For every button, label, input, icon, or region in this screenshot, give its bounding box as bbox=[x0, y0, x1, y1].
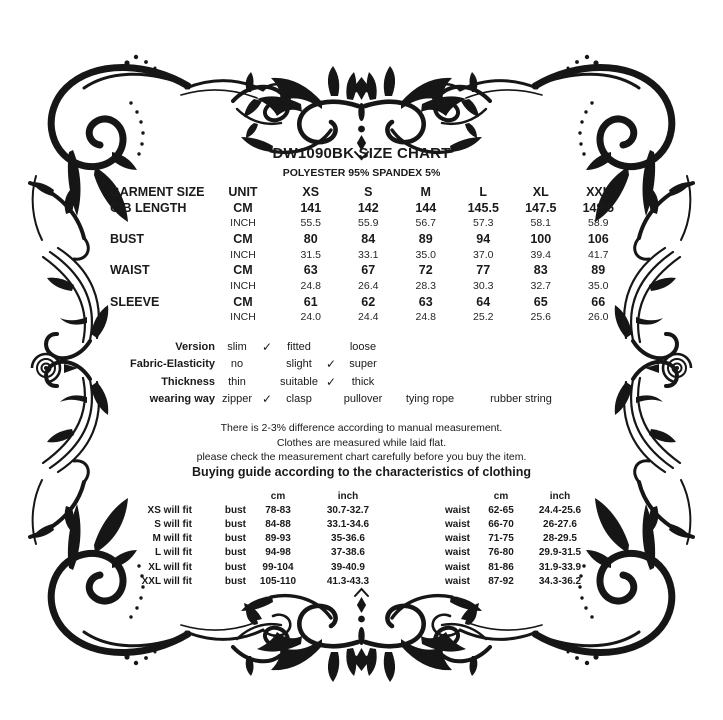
attr-option: slight bbox=[286, 358, 312, 371]
guide-cell: 26-27.6 bbox=[543, 518, 577, 530]
cell: 72 bbox=[418, 263, 433, 278]
guide-cell: 87-92 bbox=[488, 575, 514, 587]
row-label: BUST bbox=[110, 231, 145, 246]
fabric-composition: POLYESTER 95% SPANDEX 5% bbox=[282, 167, 441, 179]
unit-cell: INCH bbox=[230, 279, 256, 292]
cell: 55.9 bbox=[358, 217, 379, 230]
guide-cell: 37-38.6 bbox=[331, 547, 365, 559]
guide-cell: 24.4-25.6 bbox=[538, 504, 582, 516]
guide-bust-label: bust bbox=[224, 547, 246, 559]
attr-option: thick bbox=[351, 375, 375, 388]
guide-cell: 35-36.6 bbox=[331, 533, 365, 545]
cell: 63 bbox=[303, 263, 318, 278]
attributes-table bbox=[0, 338, 569, 408]
column-header-size: XS bbox=[302, 184, 320, 199]
column-header-size: M bbox=[420, 184, 431, 199]
cell: 35.0 bbox=[415, 248, 436, 261]
guide-header-cm: cm bbox=[270, 490, 286, 502]
cell: 24.4 bbox=[358, 311, 379, 324]
cell: 63 bbox=[418, 294, 433, 309]
attr-label: wearing way bbox=[149, 393, 215, 406]
cell: 24.8 bbox=[300, 279, 321, 292]
attr-label: Version bbox=[175, 340, 215, 353]
guide-cell: 41.3-43.3 bbox=[326, 575, 370, 587]
cell: 26.0 bbox=[588, 311, 609, 324]
column-header-unit: UNIT bbox=[228, 184, 258, 199]
cell: 55.5 bbox=[300, 217, 321, 230]
row-label: SLEEVE bbox=[110, 294, 160, 309]
column-header-size: XXL bbox=[586, 184, 611, 199]
row-label: WAIST bbox=[110, 263, 150, 278]
note-line: Clothes are measured while laid flat. bbox=[276, 436, 447, 449]
cell: 35.0 bbox=[588, 279, 609, 292]
guide-cell: 105-110 bbox=[259, 575, 297, 587]
attr-option: loose bbox=[349, 340, 377, 353]
guide-bust-label: bust bbox=[224, 561, 246, 573]
attr-option: pullover bbox=[343, 393, 383, 406]
guide-size-label: XS will fit bbox=[147, 504, 192, 516]
cell: 64 bbox=[476, 294, 491, 309]
attr-option: no bbox=[230, 358, 244, 371]
unit-cell: INCH bbox=[230, 311, 256, 324]
guide-header-cm: cm bbox=[493, 490, 509, 502]
unit-cell: CM bbox=[233, 263, 253, 278]
guide-size-label: M will fit bbox=[152, 533, 192, 545]
cell: 26.4 bbox=[358, 279, 379, 292]
cell: 67 bbox=[361, 263, 376, 278]
cell: 100 bbox=[530, 231, 552, 246]
guide-cell: 34.3-36.2 bbox=[538, 575, 582, 587]
attr-option: super bbox=[349, 358, 377, 371]
buying-guide-table bbox=[126, 489, 588, 588]
unit-cell: CM bbox=[233, 200, 253, 215]
check-icon: ✓ bbox=[261, 339, 273, 354]
attr-option: tying rope bbox=[405, 393, 455, 406]
check-icon: ✓ bbox=[261, 392, 273, 407]
guide-cell: 71-75 bbox=[488, 533, 514, 545]
guide-cell: 84-88 bbox=[265, 518, 291, 530]
cell: 62 bbox=[361, 294, 376, 309]
cell: 24.8 bbox=[415, 311, 436, 324]
guide-cell: 33.1-34.6 bbox=[326, 518, 370, 530]
guide-size-label: XL will fit bbox=[148, 561, 192, 573]
cell: 56.7 bbox=[415, 217, 436, 230]
cell: 66 bbox=[591, 294, 606, 309]
guide-cell: 28-29.5 bbox=[543, 533, 577, 545]
guide-waist-label: waist bbox=[444, 547, 470, 559]
row-label: C/B LENGTH bbox=[110, 200, 187, 215]
guide-bust-label: bust bbox=[224, 504, 246, 516]
guide-waist-label: waist bbox=[444, 533, 470, 545]
attr-option: clasp bbox=[286, 393, 312, 406]
column-header-size: L bbox=[479, 184, 488, 199]
measurement-notes bbox=[0, 421, 723, 465]
cell: 147.5 bbox=[525, 200, 557, 215]
guide-cell: 29.9-31.5 bbox=[538, 547, 582, 559]
guide-bust-label: bust bbox=[224, 518, 246, 530]
guide-size-label: XXL will fit bbox=[141, 575, 192, 587]
guide-bust-label: bust bbox=[224, 533, 246, 545]
cell: 145.5 bbox=[467, 200, 499, 215]
attr-option: slim bbox=[227, 340, 247, 353]
guide-cell: 94-98 bbox=[265, 547, 291, 559]
attr-option: thin bbox=[228, 375, 246, 388]
cell: 144 bbox=[415, 200, 437, 215]
check-icon: ✓ bbox=[325, 357, 337, 372]
unit-cell: INCH bbox=[230, 248, 256, 261]
guide-cell: 39-40.9 bbox=[331, 561, 365, 573]
guide-waist-label: waist bbox=[444, 504, 470, 516]
cell: 89 bbox=[418, 231, 433, 246]
attr-option: suitable bbox=[280, 375, 318, 388]
cell: 61 bbox=[303, 294, 318, 309]
guide-cell: 30.7-32.7 bbox=[326, 504, 370, 516]
guide-size-label: L will fit bbox=[154, 547, 192, 559]
column-header-size: XL bbox=[532, 184, 549, 199]
check-icon: ✓ bbox=[325, 374, 337, 389]
cell: 58.9 bbox=[588, 217, 609, 230]
size-table bbox=[110, 184, 627, 325]
cell: 33.1 bbox=[358, 248, 379, 261]
guide-header-inch: inch bbox=[337, 490, 359, 502]
attr-option: zipper bbox=[222, 393, 252, 406]
guide-cell: 81-86 bbox=[488, 561, 514, 573]
attr-label: Thickness bbox=[161, 375, 215, 388]
unit-cell: CM bbox=[233, 231, 253, 246]
cell: 106 bbox=[587, 231, 609, 246]
guide-cell: 31.9-33.9 bbox=[538, 561, 582, 573]
attr-option: fitted bbox=[287, 340, 311, 353]
guide-cell: 89-93 bbox=[265, 533, 291, 545]
cell: 83 bbox=[533, 263, 548, 278]
cell: 142 bbox=[357, 200, 379, 215]
cell: 30.3 bbox=[473, 279, 494, 292]
guide-cell: 78-83 bbox=[265, 504, 291, 516]
cell: 39.4 bbox=[530, 248, 551, 261]
cell: 84 bbox=[361, 231, 376, 246]
guide-waist-label: waist bbox=[444, 561, 470, 573]
attr-option: rubber string bbox=[490, 393, 552, 406]
cell: 77 bbox=[476, 263, 491, 278]
cell: 25.6 bbox=[530, 311, 551, 324]
guide-cell: 76-80 bbox=[488, 547, 514, 559]
column-header-size: S bbox=[364, 184, 373, 199]
guide-waist-label: waist bbox=[444, 575, 470, 587]
guide-header-inch: inch bbox=[549, 490, 571, 502]
note-line: There is 2-3% difference according to manual measurement. bbox=[220, 422, 503, 434]
guide-size-label: S will fit bbox=[154, 518, 192, 530]
cell: 65 bbox=[533, 294, 548, 309]
guide-cell: 66-70 bbox=[488, 518, 514, 530]
column-header-garment-size: GARMENT SIZE bbox=[110, 184, 205, 199]
guide-cell: 99-104 bbox=[262, 561, 294, 573]
guide-cell: 62-65 bbox=[488, 504, 514, 516]
cell: 25.2 bbox=[473, 311, 494, 324]
cell: 41.7 bbox=[588, 248, 609, 261]
buying-guide-title: Buying guide according to the characteristics of clothing bbox=[192, 465, 531, 479]
cell: 57.3 bbox=[473, 217, 494, 230]
cell: 94 bbox=[476, 231, 491, 246]
cell: 32.7 bbox=[530, 279, 551, 292]
cell: 149.5 bbox=[582, 200, 614, 215]
unit-cell: INCH bbox=[230, 217, 256, 230]
cell: 31.5 bbox=[300, 248, 321, 261]
attr-label: Fabric-Elasticity bbox=[130, 358, 215, 371]
cell: 141 bbox=[300, 200, 322, 215]
cell: 37.0 bbox=[473, 248, 494, 261]
guide-bust-label: bust bbox=[224, 575, 246, 587]
cell: 28.3 bbox=[415, 279, 436, 292]
cell: 80 bbox=[303, 231, 318, 246]
cell: 58.1 bbox=[530, 217, 551, 230]
cell: 24.0 bbox=[300, 311, 321, 324]
guide-waist-label: waist bbox=[444, 518, 470, 530]
unit-cell: CM bbox=[233, 294, 253, 309]
page-title: DW1090BK SIZE CHART bbox=[272, 145, 451, 162]
cell: 89 bbox=[591, 263, 606, 278]
note-line: please check the measurement chart carefully before you buy the item. bbox=[196, 451, 527, 463]
